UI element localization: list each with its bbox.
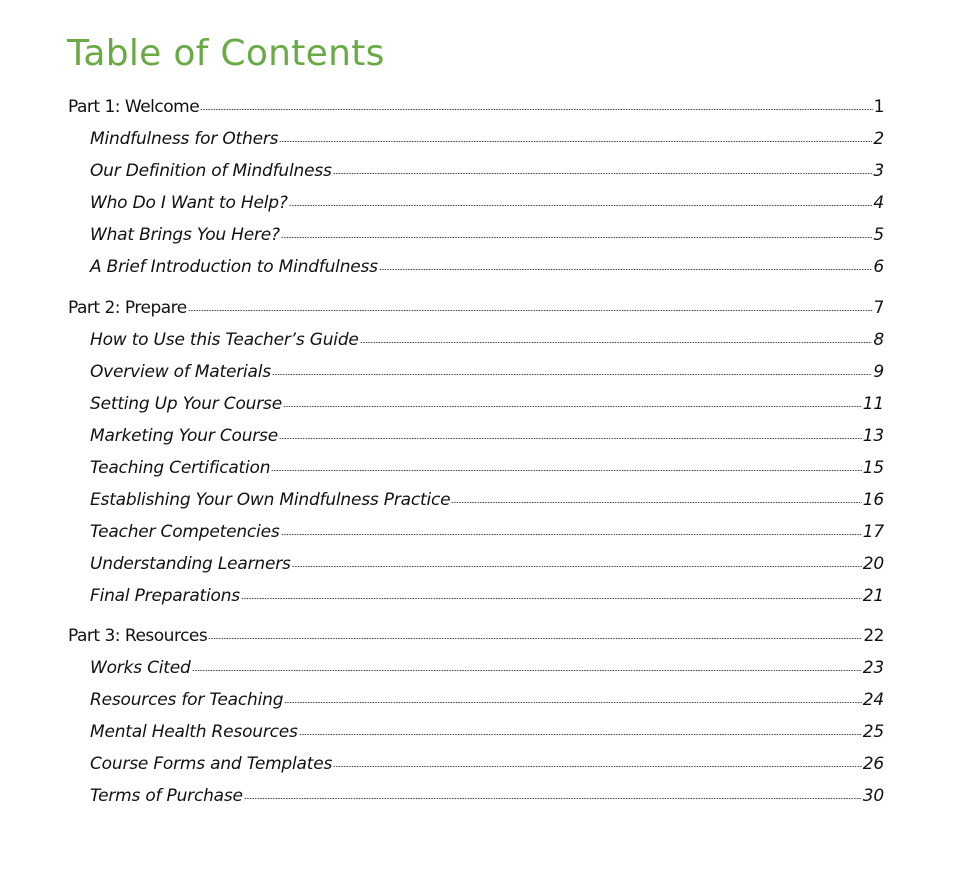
toc-section-label: Setting Up Your Course (90, 394, 282, 414)
toc-section-label: Teacher Competencies (90, 522, 280, 542)
toc-page-number: 15 (862, 458, 884, 478)
dot-leader (283, 405, 862, 408)
toc-page-number: 23 (862, 658, 884, 678)
toc-section-overview-of-materials[interactable] (90, 360, 884, 384)
toc-section-label: Mindfulness for Others (90, 129, 279, 149)
toc-page-number: 17 (862, 522, 884, 542)
dot-leader (271, 469, 861, 472)
toc-section-label: Understanding Learners (90, 554, 291, 574)
toc-section-who-do-i-want-to-help[interactable] (90, 191, 884, 215)
toc-part-3[interactable] (68, 624, 884, 648)
dot-leader (244, 797, 862, 800)
toc-page-number: 11 (862, 394, 884, 414)
toc-page-number: 24 (862, 690, 884, 710)
dot-leader (192, 669, 862, 672)
toc-section-label: Overview of Materials (90, 362, 271, 382)
dot-leader (333, 172, 873, 175)
toc-page-number: 8 (873, 330, 884, 350)
toc-part-label: Part 3: Resources (68, 626, 208, 646)
toc-section-what-brings-you-here[interactable] (90, 223, 884, 247)
dot-leader (360, 341, 873, 344)
toc-section-terms-of-purchase[interactable] (90, 784, 884, 808)
dot-leader (451, 501, 861, 504)
toc-page-number: 6 (873, 257, 884, 277)
dot-leader (333, 765, 862, 768)
toc-section-label: What Brings You Here? (90, 225, 280, 245)
toc-page-number: 26 (862, 754, 884, 774)
toc-section-label: A Brief Introduction to Mindfulness (90, 257, 378, 277)
dot-leader (272, 373, 872, 376)
toc-section-a-brief-introduction-to-mindfulness[interactable] (90, 255, 884, 279)
dot-leader (292, 565, 862, 568)
toc-page-number: 5 (873, 225, 884, 245)
toc-section-label: Marketing Your Course (90, 426, 278, 446)
toc-section-mindfulness-for-others[interactable] (90, 127, 884, 151)
dot-leader (208, 637, 862, 640)
toc-section-setting-up-your-course[interactable] (90, 392, 884, 416)
toc-section-label: Teaching Certification (90, 458, 271, 478)
toc-page-number: 7 (873, 298, 884, 318)
dot-leader (241, 597, 862, 600)
toc-section-label: Works Cited (90, 658, 191, 678)
toc-section-our-definition-of-mindfulness[interactable] (90, 159, 884, 183)
toc-section-establishing-your-own-mindfulness-practice[interactable] (90, 488, 884, 512)
toc-section-mental-health-resources[interactable] (90, 720, 884, 744)
dot-leader (279, 437, 862, 440)
toc-page-number: 20 (862, 554, 884, 574)
toc-section-final-preparations[interactable] (90, 584, 884, 608)
toc-section-label: Course Forms and Templates (90, 754, 333, 774)
toc-section-resources-for-teaching[interactable] (90, 688, 884, 712)
toc-part-1[interactable] (68, 95, 884, 119)
dot-leader (200, 108, 872, 111)
dot-leader (284, 701, 861, 704)
toc-title: Table of Contents (67, 33, 385, 74)
toc-part-2[interactable] (68, 296, 884, 320)
toc-part-label: Part 1: Welcome (68, 97, 200, 117)
toc-section-label: Establishing Your Own Mindfulness Practice (90, 490, 451, 510)
toc-section-understanding-learners[interactable] (90, 552, 884, 576)
dot-leader (188, 309, 873, 312)
dot-leader (289, 204, 873, 207)
toc-page-number: 21 (862, 586, 884, 606)
toc-page-number: 22 (863, 626, 884, 646)
toc-section-how-to-use-this-teacher-s-guide[interactable] (90, 328, 884, 352)
toc-page-number: 9 (873, 362, 884, 382)
toc-section-label: Terms of Purchase (90, 786, 243, 806)
toc-section-teacher-competencies[interactable] (90, 520, 884, 544)
toc-section-works-cited[interactable] (90, 656, 884, 680)
toc-section-label: Final Preparations (90, 586, 240, 606)
toc-page-number: 3 (873, 161, 884, 181)
dot-leader (299, 733, 862, 736)
toc-section-label: Our Definition of Mindfulness (90, 161, 332, 181)
toc-section-teaching-certification[interactable] (90, 456, 884, 480)
toc-page-number: 1 (873, 97, 884, 117)
toc-page-number: 25 (862, 722, 884, 742)
toc-page-number: 2 (873, 129, 884, 149)
toc-part-label: Part 2: Prepare (68, 298, 187, 318)
toc-section-course-forms-and-templates[interactable] (90, 752, 884, 776)
toc-section-marketing-your-course[interactable] (90, 424, 884, 448)
dot-leader (279, 140, 872, 143)
toc-page-number: 13 (862, 426, 884, 446)
toc-section-label: Who Do I Want to Help? (90, 193, 288, 213)
dot-leader (281, 236, 872, 239)
toc-section-label: Resources for Teaching (90, 690, 284, 710)
dot-leader (379, 268, 873, 271)
toc-section-label: Mental Health Resources (90, 722, 298, 742)
toc-page-number: 16 (862, 490, 884, 510)
toc-page-number: 30 (862, 786, 884, 806)
toc-page-number: 4 (873, 193, 884, 213)
dot-leader (281, 533, 862, 536)
toc-section-label: How to Use this Teacher’s Guide (90, 330, 359, 350)
